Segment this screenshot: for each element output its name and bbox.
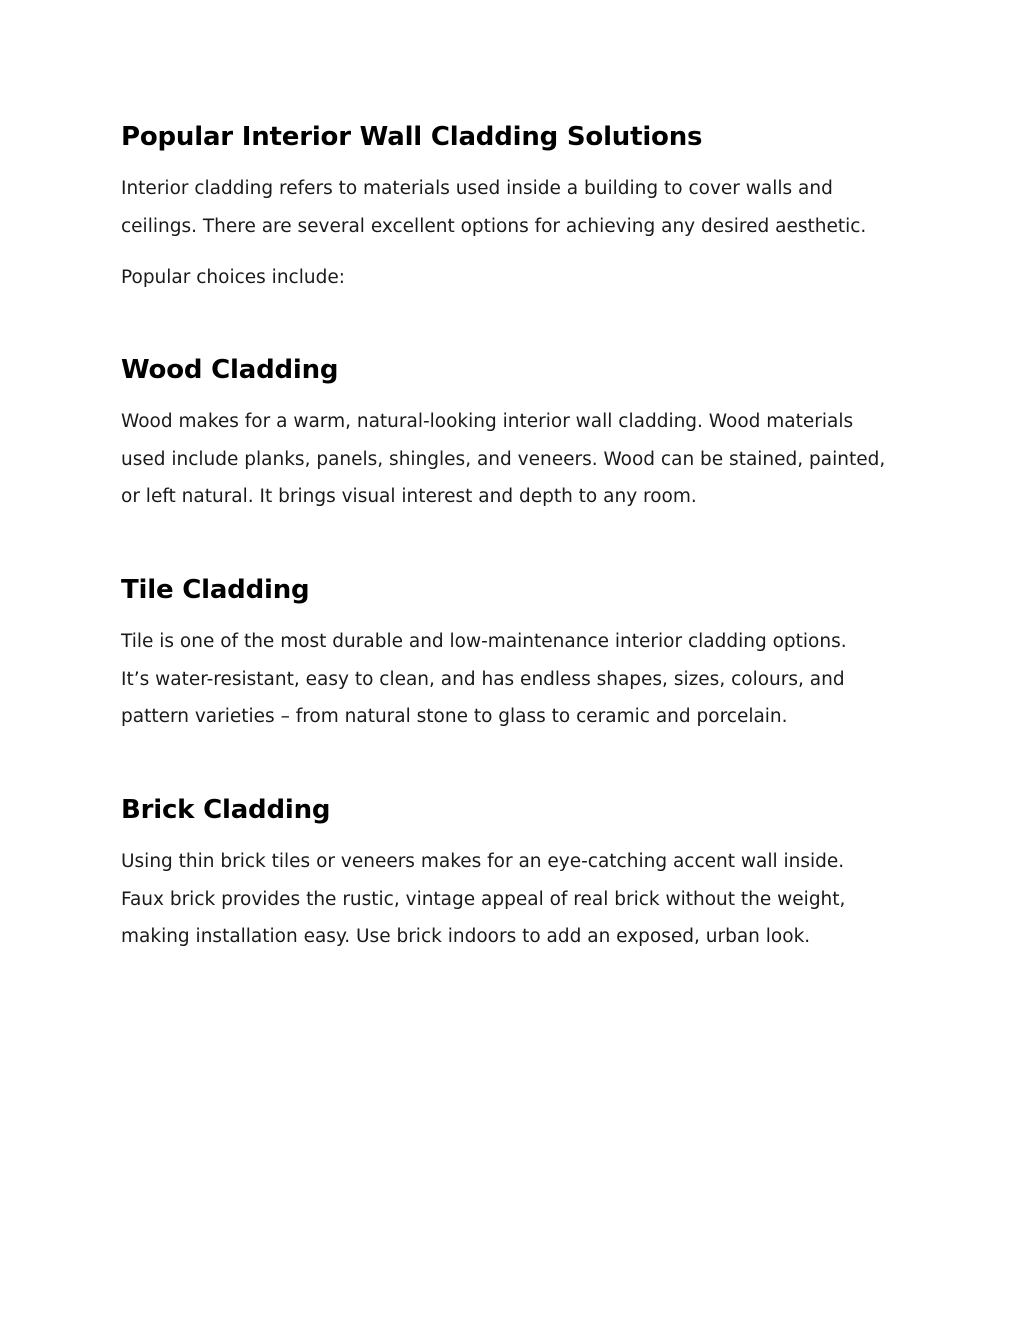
section-heading-brick: Brick Cladding — [121, 795, 331, 825]
section-paragraph-brick — [121, 843, 911, 956]
choices-label: Popular choices include: — [121, 267, 345, 288]
paragraph-line: Faux brick provides the rustic, vintage appeal of real brick without the weight, — [121, 888, 846, 910]
paragraph-line: It’s water-resistant, easy to clean, and has endless shapes, sizes, colours, and — [121, 668, 845, 690]
paragraph-line: used include planks, panels, shingles, and veneers. Wood can be stained, painted, — [121, 448, 886, 470]
paragraph-line: Wood makes for a warm, natural-looking interior wall cladding. Wood materials — [121, 411, 854, 432]
page-title: Popular Interior Wall Cladding Solutions — [121, 122, 703, 152]
section-heading-wood: Wood Cladding — [121, 355, 339, 385]
paragraph-line: or left natural. It brings visual interest and depth to any room. — [121, 486, 697, 507]
paragraph-line: making installation easy. Use brick indoors to add an exposed, urban look. — [121, 926, 811, 947]
intro-line: Interior cladding refers to materials used inside a building to cover walls and — [121, 178, 833, 199]
paragraph-line: Using thin brick tiles or veneers makes for an eye-catching accent wall inside. — [121, 851, 845, 872]
intro-paragraph — [121, 170, 911, 245]
section-paragraph-wood — [121, 403, 911, 516]
intro-line: ceilings. There are several excellent options for achieving any desired aesthetic. — [121, 215, 867, 237]
section-paragraph-tile — [121, 623, 911, 736]
paragraph-line: pattern varieties – from natural stone to glass to ceramic and porcelain. — [121, 706, 788, 727]
paragraph-line: Tile is one of the most durable and low-maintenance interior cladding options. — [121, 631, 847, 652]
section-heading-tile: Tile Cladding — [121, 575, 310, 605]
